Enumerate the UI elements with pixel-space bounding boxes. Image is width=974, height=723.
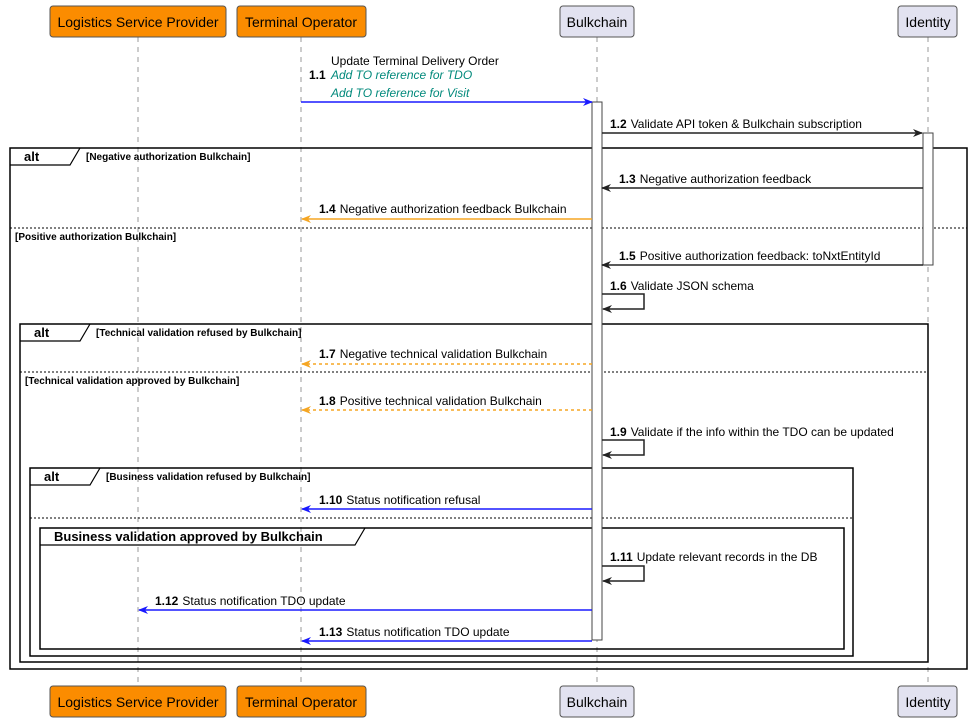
frame-tab — [30, 468, 100, 485]
frame-alt1 — [10, 148, 967, 669]
frame-keyword: alt — [44, 469, 60, 484]
message-text: Validate if the info within the TDO can be updated — [630, 425, 894, 439]
message-arrow — [602, 566, 644, 581]
message-label — [610, 117, 862, 131]
message-number: 1.3 — [619, 172, 636, 186]
participant-lsp-top — [50, 6, 226, 37]
message-1-12 — [139, 594, 592, 610]
participant-label: Terminal Operator — [244, 14, 358, 30]
participant-label: Terminal Operator — [244, 694, 358, 710]
activation-identity — [923, 133, 933, 265]
message-note: Add TO reference for Visit — [331, 86, 470, 100]
message-1-1 — [301, 54, 592, 102]
frame-tab — [10, 148, 80, 165]
participant-to-bottom — [237, 686, 366, 717]
participant-label: Logistics Service Provider — [57, 694, 219, 710]
message-label — [619, 249, 880, 263]
message-number: 1.10 — [319, 493, 343, 507]
message-number: 1.4 — [319, 202, 336, 216]
message-1-2 — [602, 117, 922, 133]
frame-border — [10, 148, 967, 669]
participant-bc-bottom — [560, 686, 634, 717]
message-1-11 — [602, 550, 817, 581]
message-label — [610, 550, 817, 564]
message-text: Validate JSON schema — [630, 279, 754, 293]
participant-bc-top — [560, 6, 634, 37]
message-label — [610, 425, 894, 439]
message-text: Status notification TDO update — [182, 594, 346, 608]
message-label — [610, 279, 754, 293]
message-number: 1.5 — [619, 249, 636, 263]
message-1-5 — [602, 249, 923, 265]
message-text: Status notification refusal — [346, 493, 481, 507]
frame-guard: [Technical validation approved by Bulkchain] — [25, 376, 240, 387]
message-1-10 — [302, 493, 592, 509]
message-number: 1.9 — [610, 425, 627, 439]
message-1-13 — [302, 625, 592, 641]
participant-label: Logistics Service Provider — [57, 14, 219, 30]
participant-label: Identity — [905, 14, 951, 30]
message-text: Negative authorization feedback — [639, 172, 812, 186]
participant-id-top — [898, 6, 957, 37]
frame-keyword: alt — [34, 325, 50, 340]
message-text: Positive technical validation Bulkchain — [339, 394, 542, 408]
message-label — [319, 202, 567, 216]
message-label — [319, 347, 547, 361]
message-arrow — [602, 440, 644, 455]
message-number: 1.2 — [610, 117, 627, 131]
message-1-7 — [302, 347, 592, 364]
message-number: 1.8 — [319, 394, 336, 408]
message-label — [319, 625, 510, 639]
participant-id-bottom — [898, 686, 957, 717]
frame-keyword: alt — [24, 149, 40, 164]
message-label — [319, 493, 480, 507]
message-number: 1.12 — [155, 594, 179, 608]
frame-keyword: Business validation approved by Bulkchain — [54, 529, 323, 544]
message-1-3 — [602, 172, 923, 188]
participant-to-top — [237, 6, 366, 37]
message-text: Negative authorization feedback Bulkchain — [339, 202, 567, 216]
frame-tab — [20, 324, 90, 341]
participant-label: Bulkchain — [566, 14, 628, 30]
participant-lsp-bottom — [50, 686, 226, 717]
message-label — [155, 594, 346, 608]
message-number: 1.6 — [610, 279, 627, 293]
message-number: 1.13 — [319, 625, 343, 639]
message-label — [619, 172, 812, 186]
message-text: Status notification TDO update — [346, 625, 510, 639]
message-text: Positive authorization feedback: toNxtEntityId — [639, 249, 881, 263]
message-arrow — [602, 294, 644, 309]
frame-guard: [Business validation refused by Bulkchain] — [106, 472, 311, 483]
message-1-8 — [302, 394, 592, 410]
message-text: Negative technical validation Bulkchain — [339, 347, 548, 361]
message-1-9 — [602, 425, 894, 455]
message-text: Validate API token & Bulkchain subscription — [630, 117, 862, 131]
frame-guard: [Technical validation refused by Bulkchain] — [96, 328, 302, 339]
message-number: 1.1 — [309, 68, 326, 82]
message-number: 1.11 — [610, 550, 633, 564]
participant-label: Identity — [905, 694, 951, 710]
frame-guard: [Negative authorization Bulkchain] — [86, 152, 251, 163]
message-text: Update relevant records in the DB — [636, 550, 818, 564]
message-title: Update Terminal Delivery Order — [331, 54, 499, 68]
activation-bulkchain — [592, 102, 602, 640]
message-note: Add TO reference for TDO — [331, 68, 473, 82]
frame-guard: [Positive authorization Bulkchain] — [15, 232, 177, 243]
message-number: 1.7 — [319, 347, 336, 361]
participant-label: Bulkchain — [566, 694, 628, 710]
message-1-6 — [602, 279, 754, 309]
message-1-4 — [302, 202, 592, 219]
message-label — [319, 394, 542, 408]
